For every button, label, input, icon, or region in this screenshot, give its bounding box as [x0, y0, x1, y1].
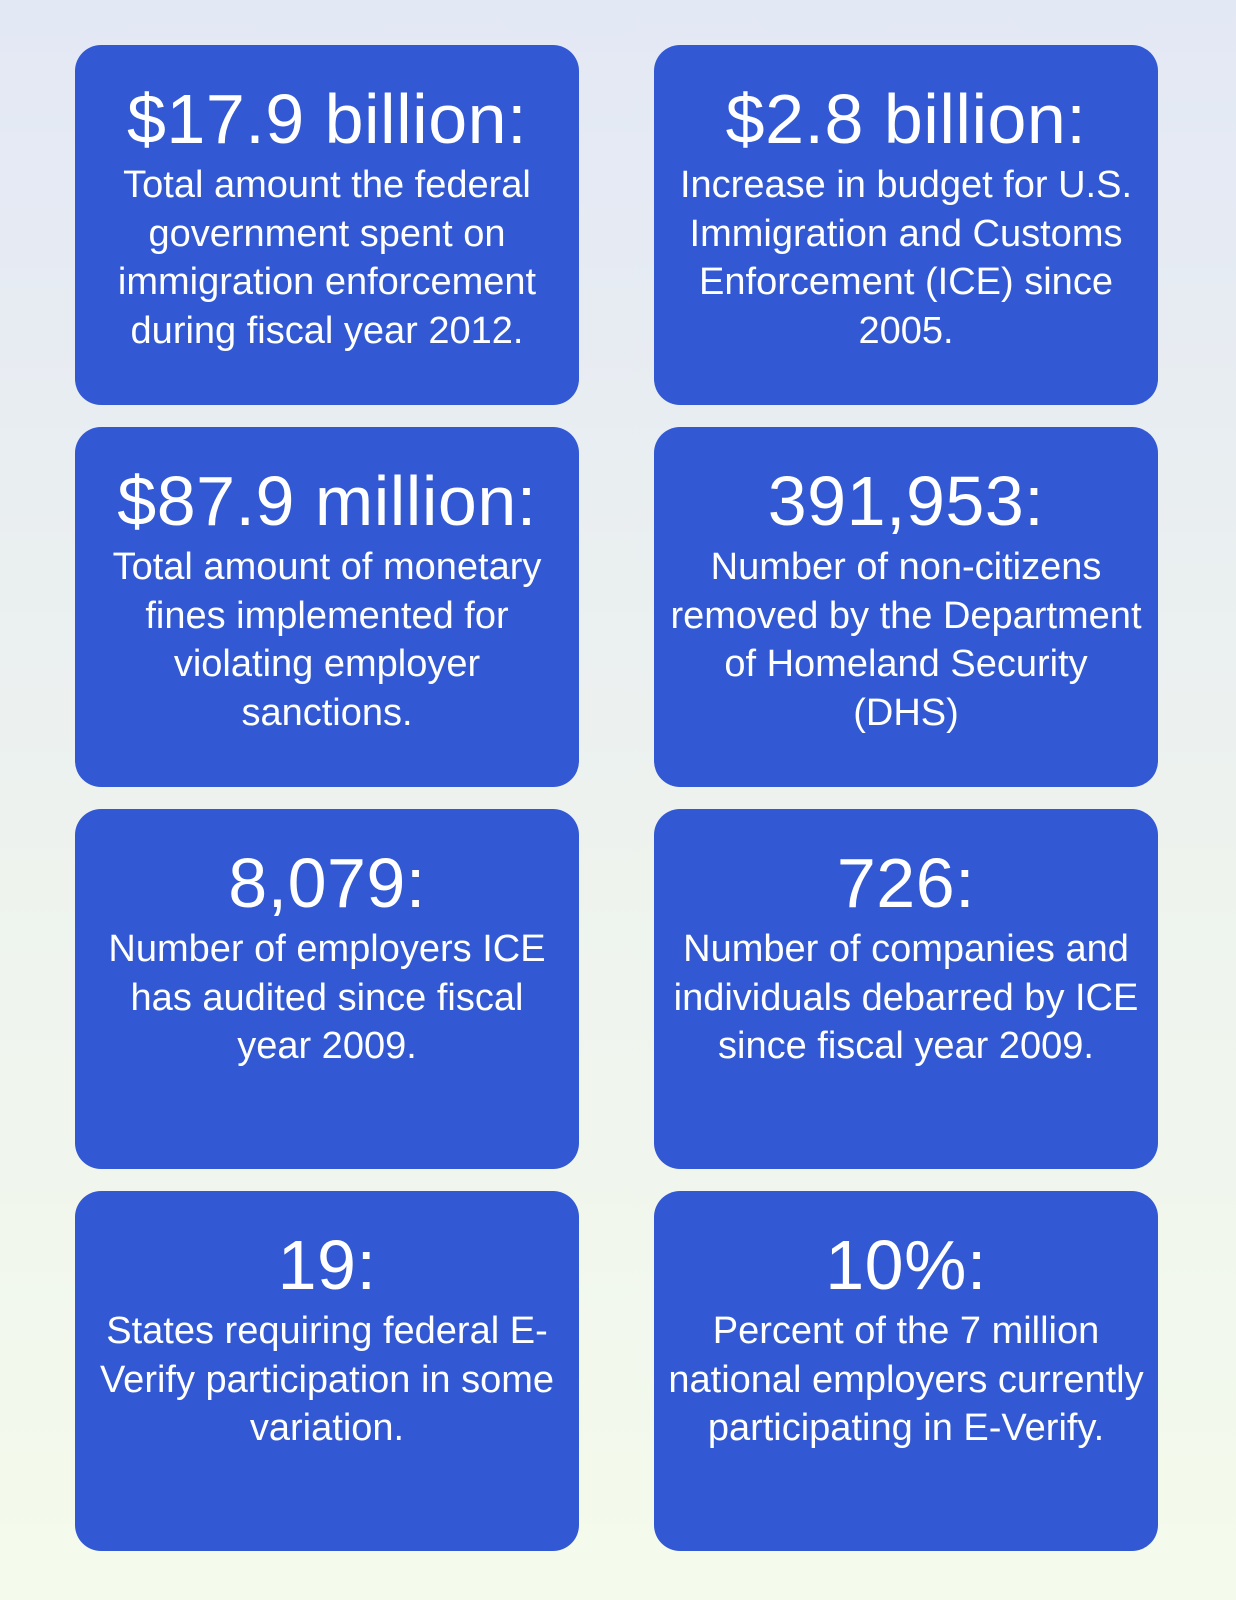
stat-card-employers-participating-everify — [654, 1191, 1158, 1551]
stat-card-states-requiring-everify — [75, 1191, 579, 1551]
stat-description: Total amount of monetary fines implemented for violating employer sanctions. — [112, 546, 542, 734]
stat-value: 391,953: — [767, 462, 1045, 540]
stat-description: Number of non-citizens removed by the Department of Homeland Security (DHS) — [670, 546, 1142, 734]
stat-description: Increase in budget for U.S. Immigration and Customs Enforcement (ICE) since 2005. — [679, 164, 1133, 352]
stat-card-non-citizens-removed — [654, 427, 1158, 787]
stat-card-companies-debarred — [654, 809, 1158, 1169]
stat-value: $2.8 billion: — [725, 80, 1087, 158]
stat-value: $87.9 million: — [117, 462, 537, 540]
stat-value: 726: — [836, 844, 976, 922]
stat-card-immigration-enforcement-spending — [75, 45, 579, 405]
stat-card-employers-audited — [75, 809, 579, 1169]
stat-description: Number of employers ICE has audited since fiscal year 2009. — [108, 928, 546, 1067]
stat-value: $17.9 billion: — [126, 80, 528, 158]
stat-value: 10%: — [825, 1226, 987, 1304]
stat-description: Number of companies and individuals debarred by ICE since fiscal year 2009. — [673, 928, 1139, 1067]
stat-card-monetary-fines — [75, 427, 579, 787]
stat-value: 8,079: — [228, 844, 426, 922]
stat-description: Total amount the federal government spent on immigration enforcement during fiscal year 2012. — [117, 164, 537, 352]
stat-description: Percent of the 7 million national employers currently participating in E-Verify. — [668, 1310, 1144, 1449]
stat-card-ice-budget-increase — [654, 45, 1158, 405]
stat-description: States requiring federal E-Verify participation in some variation. — [99, 1310, 555, 1449]
stat-value: 19: — [277, 1226, 377, 1304]
